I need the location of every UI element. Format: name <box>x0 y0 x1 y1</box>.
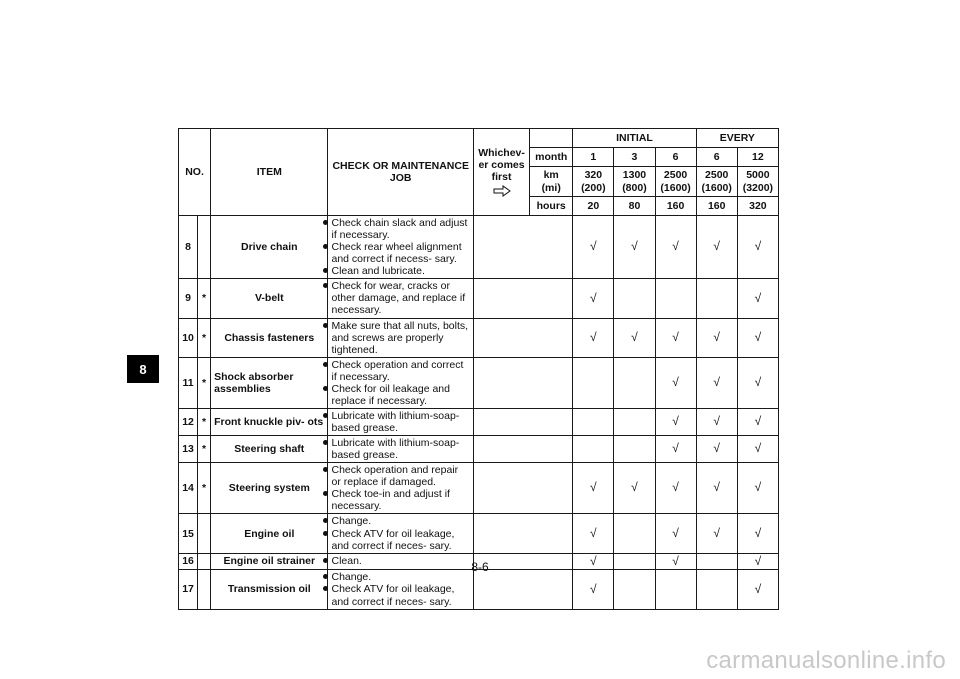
check-mark: √ <box>655 553 696 570</box>
row-job <box>328 279 473 318</box>
row-job <box>328 357 473 408</box>
check-mark: √ <box>737 357 778 408</box>
check-mark: √ <box>696 463 737 514</box>
table-row <box>179 436 779 463</box>
row-empty-cell <box>473 436 572 463</box>
check-mark: √ <box>573 216 614 279</box>
row-job <box>328 463 473 514</box>
header-whichever <box>473 129 529 216</box>
row-number: 13 <box>179 436 198 463</box>
header-hours-3: 160 <box>696 197 737 216</box>
table-row <box>179 318 779 357</box>
check-mark: √ <box>655 514 696 553</box>
header-month-1: 3 <box>614 148 655 167</box>
table-row <box>179 279 779 318</box>
header-km-1: 1300 (800) <box>614 167 655 197</box>
check-mark: √ <box>573 318 614 357</box>
row-item: Transmission oil <box>211 570 328 609</box>
row-item: Steering system <box>211 463 328 514</box>
header-hours-4: 320 <box>737 197 778 216</box>
row-number: 12 <box>179 408 198 435</box>
table-row <box>179 408 779 435</box>
header-whichever-text: Whichev- er comes first <box>478 146 525 184</box>
row-job <box>328 436 473 463</box>
row-star: * <box>198 463 211 514</box>
row-job <box>328 514 473 553</box>
row-number: 14 <box>179 463 198 514</box>
check-mark: √ <box>696 514 737 553</box>
check-mark: √ <box>614 216 655 279</box>
check-mark: √ <box>573 463 614 514</box>
row-star <box>198 216 211 279</box>
table-row <box>179 570 779 609</box>
table-row <box>179 357 779 408</box>
row-empty-cell <box>473 318 572 357</box>
check-mark <box>614 357 655 408</box>
check-mark: √ <box>737 279 778 318</box>
row-item: Steering shaft <box>211 436 328 463</box>
row-star: * <box>198 408 211 435</box>
row-item: Drive chain <box>211 216 328 279</box>
check-mark: √ <box>614 318 655 357</box>
job-bullet: Check rear wheel alignment and correct if necess- sary. <box>331 241 469 265</box>
check-mark: √ <box>655 216 696 279</box>
check-mark: √ <box>614 463 655 514</box>
check-mark <box>614 408 655 435</box>
row-empty-cell <box>473 408 572 435</box>
row-empty-cell <box>473 514 572 553</box>
check-mark <box>614 514 655 553</box>
check-mark: √ <box>573 553 614 570</box>
job-bullet: Clean and lubricate. <box>331 265 469 277</box>
header-month-label: month <box>530 148 573 167</box>
check-mark: √ <box>573 514 614 553</box>
row-job <box>328 318 473 357</box>
check-mark: √ <box>655 318 696 357</box>
watermark: carmanualsonline.info <box>706 647 946 674</box>
row-empty-cell <box>473 216 572 279</box>
header-item: ITEM <box>211 129 328 216</box>
header-hours-1: 80 <box>614 197 655 216</box>
table-row <box>179 463 779 514</box>
header-hours-label: hours <box>530 197 573 216</box>
job-bullet: Check toe-in and adjust if necessary. <box>331 488 469 512</box>
row-item: Chassis fasteners <box>211 318 328 357</box>
check-mark <box>573 436 614 463</box>
job-bullet: Check for oil leakage and replace if necessary. <box>331 383 469 407</box>
check-mark: √ <box>655 436 696 463</box>
check-mark <box>696 279 737 318</box>
check-mark <box>696 570 737 609</box>
row-star <box>198 570 211 609</box>
header-month-4: 12 <box>737 148 778 167</box>
check-mark: √ <box>737 408 778 435</box>
row-number: 8 <box>179 216 198 279</box>
row-item: Engine oil <box>211 514 328 553</box>
check-mark: √ <box>737 318 778 357</box>
row-number: 15 <box>179 514 198 553</box>
job-bullet: Change. <box>331 515 469 527</box>
check-mark: √ <box>737 514 778 553</box>
row-empty-cell <box>473 463 572 514</box>
header-initial: INITIAL <box>573 129 696 148</box>
table-row <box>179 514 779 553</box>
check-mark <box>573 408 614 435</box>
check-mark: √ <box>737 463 778 514</box>
row-number: 9 <box>179 279 198 318</box>
row-item: Front knuckle piv- ots <box>211 408 328 435</box>
check-mark: √ <box>655 408 696 435</box>
job-bullet: Check chain slack and adjust if necessary. <box>331 217 469 241</box>
row-star: * <box>198 318 211 357</box>
check-mark: √ <box>696 357 737 408</box>
job-bullet: Check ATV for oil leakage, and correct if neces- sary. <box>331 528 469 552</box>
row-number: 16 <box>179 553 198 570</box>
check-mark: √ <box>696 216 737 279</box>
header-no: NO. <box>179 129 211 216</box>
check-mark <box>573 357 614 408</box>
header-month-3: 6 <box>696 148 737 167</box>
header-month-2: 6 <box>655 148 696 167</box>
job-bullet: Check operation and correct if necessary. <box>331 359 469 383</box>
check-mark: √ <box>696 436 737 463</box>
check-mark: √ <box>737 216 778 279</box>
check-mark: √ <box>573 570 614 609</box>
arrow-right-icon <box>477 185 526 197</box>
check-mark <box>614 570 655 609</box>
row-number: 11 <box>179 357 198 408</box>
header-km-0: 320 (200) <box>573 167 614 197</box>
row-number: 10 <box>179 318 198 357</box>
row-star: * <box>198 436 211 463</box>
header-hours-0: 20 <box>573 197 614 216</box>
job-bullet: Check for wear, cracks or other damage, and replace if necessary. <box>331 280 469 316</box>
header-km-3: 2500 (1600) <box>696 167 737 197</box>
row-empty-cell <box>473 570 572 609</box>
header-job: CHECK OR MAINTENANCE JOB <box>328 129 473 216</box>
row-star <box>198 514 211 553</box>
row-star: * <box>198 357 211 408</box>
row-star: * <box>198 279 211 318</box>
job-bullet: Clean. <box>331 555 469 567</box>
header-month-0: 1 <box>573 148 614 167</box>
chapter-tab: 8 <box>127 355 159 383</box>
row-number: 17 <box>179 570 198 609</box>
row-job <box>328 570 473 609</box>
check-mark <box>655 570 696 609</box>
check-mark: √ <box>737 436 778 463</box>
check-mark <box>614 436 655 463</box>
row-job <box>328 216 473 279</box>
check-mark: √ <box>655 463 696 514</box>
table-row <box>179 216 779 279</box>
check-mark: √ <box>737 553 778 570</box>
check-mark <box>655 279 696 318</box>
row-job <box>328 408 473 435</box>
check-mark: √ <box>696 408 737 435</box>
job-bullet: Lubricate with lithium-soap-based grease. <box>331 410 469 434</box>
header-every: EVERY <box>696 129 778 148</box>
job-bullet: Lubricate with lithium-soap-based grease. <box>331 437 469 461</box>
header-km-label: km (mi) <box>530 167 573 197</box>
row-item: Shock absorber assemblies <box>211 357 328 408</box>
header-km-2: 2500 (1600) <box>655 167 696 197</box>
maintenance-table <box>178 128 779 610</box>
row-empty-cell <box>473 279 572 318</box>
header-km-4: 5000 (3200) <box>737 167 778 197</box>
job-bullet: Make sure that all nuts, bolts, and screws are properly tightened. <box>331 319 469 356</box>
check-mark: √ <box>696 318 737 357</box>
row-empty-cell <box>473 357 572 408</box>
job-bullet: Change. <box>331 571 469 583</box>
page-number: 8-6 <box>471 560 489 574</box>
check-mark: √ <box>573 279 614 318</box>
check-mark: √ <box>655 357 696 408</box>
job-bullet: Check ATV for oil leakage, and correct if neces- sary. <box>331 583 469 607</box>
check-mark <box>614 279 655 318</box>
header-hours-2: 160 <box>655 197 696 216</box>
job-bullet: Check operation and repair or replace if damaged. <box>331 464 469 488</box>
row-item: V-belt <box>211 279 328 318</box>
check-mark: √ <box>737 570 778 609</box>
row-item: Engine oil strainer <box>211 553 328 570</box>
